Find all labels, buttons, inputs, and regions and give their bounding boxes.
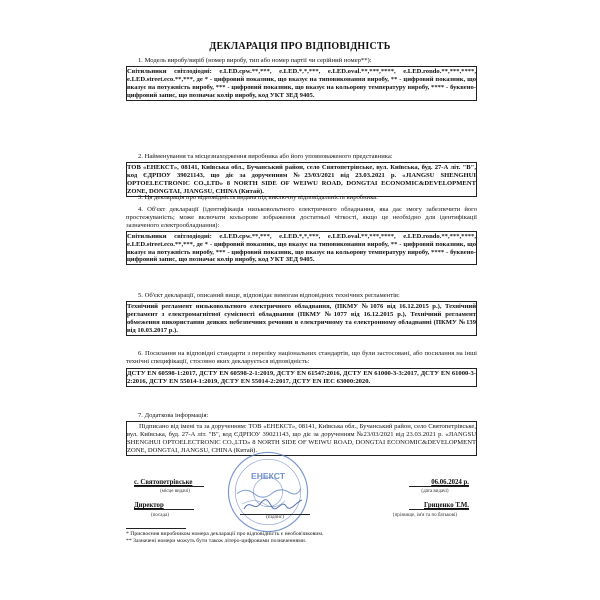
section-1-label: 1. Модель виробу/виріб (номер виробу, тип або номер партії чи серійний номер**): <box>138 57 372 64</box>
section-1-text: Світильники світлодіодні: e.LED.cpw.**,***, e.LED.*,*,***, e.LED.oval.**,***,****, e.LED.rondo.**,***,****, e.LED.street.eco.**,***, де * - цифровий показник, що вказує на типовиконання виробу, ** - цифровий показник, що вказує на потужність виробу, *** - цифровий показник, що вказує на кольорову температуру виробу, **** - буквено-цифровий запис, що позначає колір виробу, код УКТ ЗЕД 9405. <box>127 67 476 99</box>
section-5-label: 5. Об'єкт декларації, описаний вище, відповідає вимогам відповідних технічних регламентів: <box>138 292 400 299</box>
name-value: Гриценко Т.М. <box>409 502 469 510</box>
section-4-label: 4. Об'єкт декларації (ідентифікація низьковольтного електричного обладнання, яка дає змогу забезпечити його простежуваність; може включати кольорове зображення достатньої чіткості, якщо це необхідно для ідентифікації зазначеного електрообладнання): <box>126 206 477 229</box>
section-4 <box>126 206 477 265</box>
section-2-text: ТОВ «ЕНЕКСТ», 08141, Київська обл., Бучанський район, село Святопетрівське, вул. Київська, буд. 27-А літ. "В", код ЄДРПОУ 39021143, що діє за дорученням №23/03/2021 від 23.03.2021 р. «JIANGSU SHENGHUI OPTOELECTRONIC CO.,LTD» 8 NORTH SIDE OF WEIWU ROAD, DONGTAI ECONOMIC&DEVELOPMENT ZONE, DONGTAI, JIANGSU, CHINA (Китай). <box>127 163 476 195</box>
position-caption: (посада) <box>151 513 169 518</box>
place-caption: (місце видачі) <box>160 489 190 494</box>
footnotes <box>126 531 477 545</box>
footnote-divider <box>126 528 186 529</box>
sign-caption: (підпис) <box>266 515 284 520</box>
stamp-text: ЕНЕКСТ <box>250 471 286 482</box>
date-value: 06.06.2024 р. <box>409 479 469 487</box>
section-5 <box>126 292 477 336</box>
section-1-box <box>126 66 477 101</box>
page-title: ДЕКЛАРАЦІЯ ПРО ВІДПОВІДНІСТЬ <box>209 41 391 52</box>
section-6 <box>126 350 477 387</box>
section-6-text: ДСТУ EN 60598-1:2017, ДСТУ EN 60598-2-1:2019, ДСТУ EN 61547:2016, ДСТУ EN 61000-3-3:2017, ДСТУ EN 61000-3-2:2016, ДСТУ EN 55014-1:2019, ДСТУ EN 55014-2:2017, ДСТУ EN IEC 63000:2020. <box>127 369 476 385</box>
place-block <box>134 479 224 487</box>
place-value: с. Святопетрівське <box>134 479 204 487</box>
section-1 <box>126 57 477 101</box>
footnote-2: ** Зазначені номери можуть бути також літеро-цифровими позначеннями. <box>126 538 307 544</box>
section-3 <box>126 194 477 202</box>
handwritten-signature <box>242 496 304 514</box>
name-caption: (прізвище, ім'я та по батькові) <box>392 513 458 518</box>
section-3-label: 3. Ця декларація про відповідність видана під виключну відповідальність виробника. <box>138 194 378 201</box>
section-7-label: 7. Додаткова інформація: <box>138 412 209 419</box>
position-block <box>134 502 224 510</box>
section-4-text: Світильники світлодіодні: e.LED.cpw.**,***, e.LED.*,*,***, e.LED.oval.**,***,****, e.LED.rondo.**,***,****, e.LED.street.eco.**,***, де * - цифровий показник, що вказує на типовиконання виробу, ** - цифровий показник, що вказує на потужність виробу, *** - цифровий показник, що вказує на кольорову температуру виробу, **** - буквено-цифровий запис, що позначає колір виробу, код УКТ ЗЕД 9405. <box>127 232 476 264</box>
section-2-label: 2. Найменування та місцезнаходження виробника або його уповноваженого представника: <box>138 153 393 160</box>
section-4-box <box>126 231 477 266</box>
date-caption: (дата видачі) <box>421 489 449 494</box>
section-6-label: 6. Посилання на відповідні стандарти з переліку національних стандартів, що були застосовані, або посилання на інші технічні специфікації, стосовно яких декларується відповідність: <box>126 350 477 365</box>
section-2-box <box>126 162 477 197</box>
section-5-text: Технічний регламент низьковольтного електричного обладнання, (ПКМУ №1076 від 16.12.2015 р.), Технічний регламент з електромагнітної сумісності обладнання (ПКМУ №1077 від 16.12.2015 р.), Технічний регламент обмеження використання деяких небезпечних речовин в електричному та електронному обладнанні (ПКМУ №139 від 10.03.2017 р.). <box>127 302 476 334</box>
footnote-1: * Присвоєння виробником номера декларації про відповідність є необов'язковим. <box>126 531 324 537</box>
position-value: Директор <box>134 502 194 510</box>
section-5-box <box>126 301 477 336</box>
section-2 <box>126 153 477 197</box>
section-6-box <box>126 368 477 387</box>
date-block <box>359 479 469 487</box>
name-block <box>359 502 469 510</box>
section-7-text: Підписано від імені та за дорученням: ТОВ «ЕНЕКСТ», 08141, Київська обл., Бучанський район, село Святопетрівське, вул. Київська, буд. 27-А літ. "В", код ЄДРПОУ 39021143, що діє за дорученням №23/03/2021 від 23.03.2021 р. «JIANGSU SHENGHUI OPTOELECTRONIC CO.,LTD» 8 NORTH SIDE OF WEIWU ROAD, DONGTAI ECONOMIC&DEVELOPMENT ZONE, DONGTAI, JIANGSU, CHINA (Китай). <box>127 422 476 454</box>
